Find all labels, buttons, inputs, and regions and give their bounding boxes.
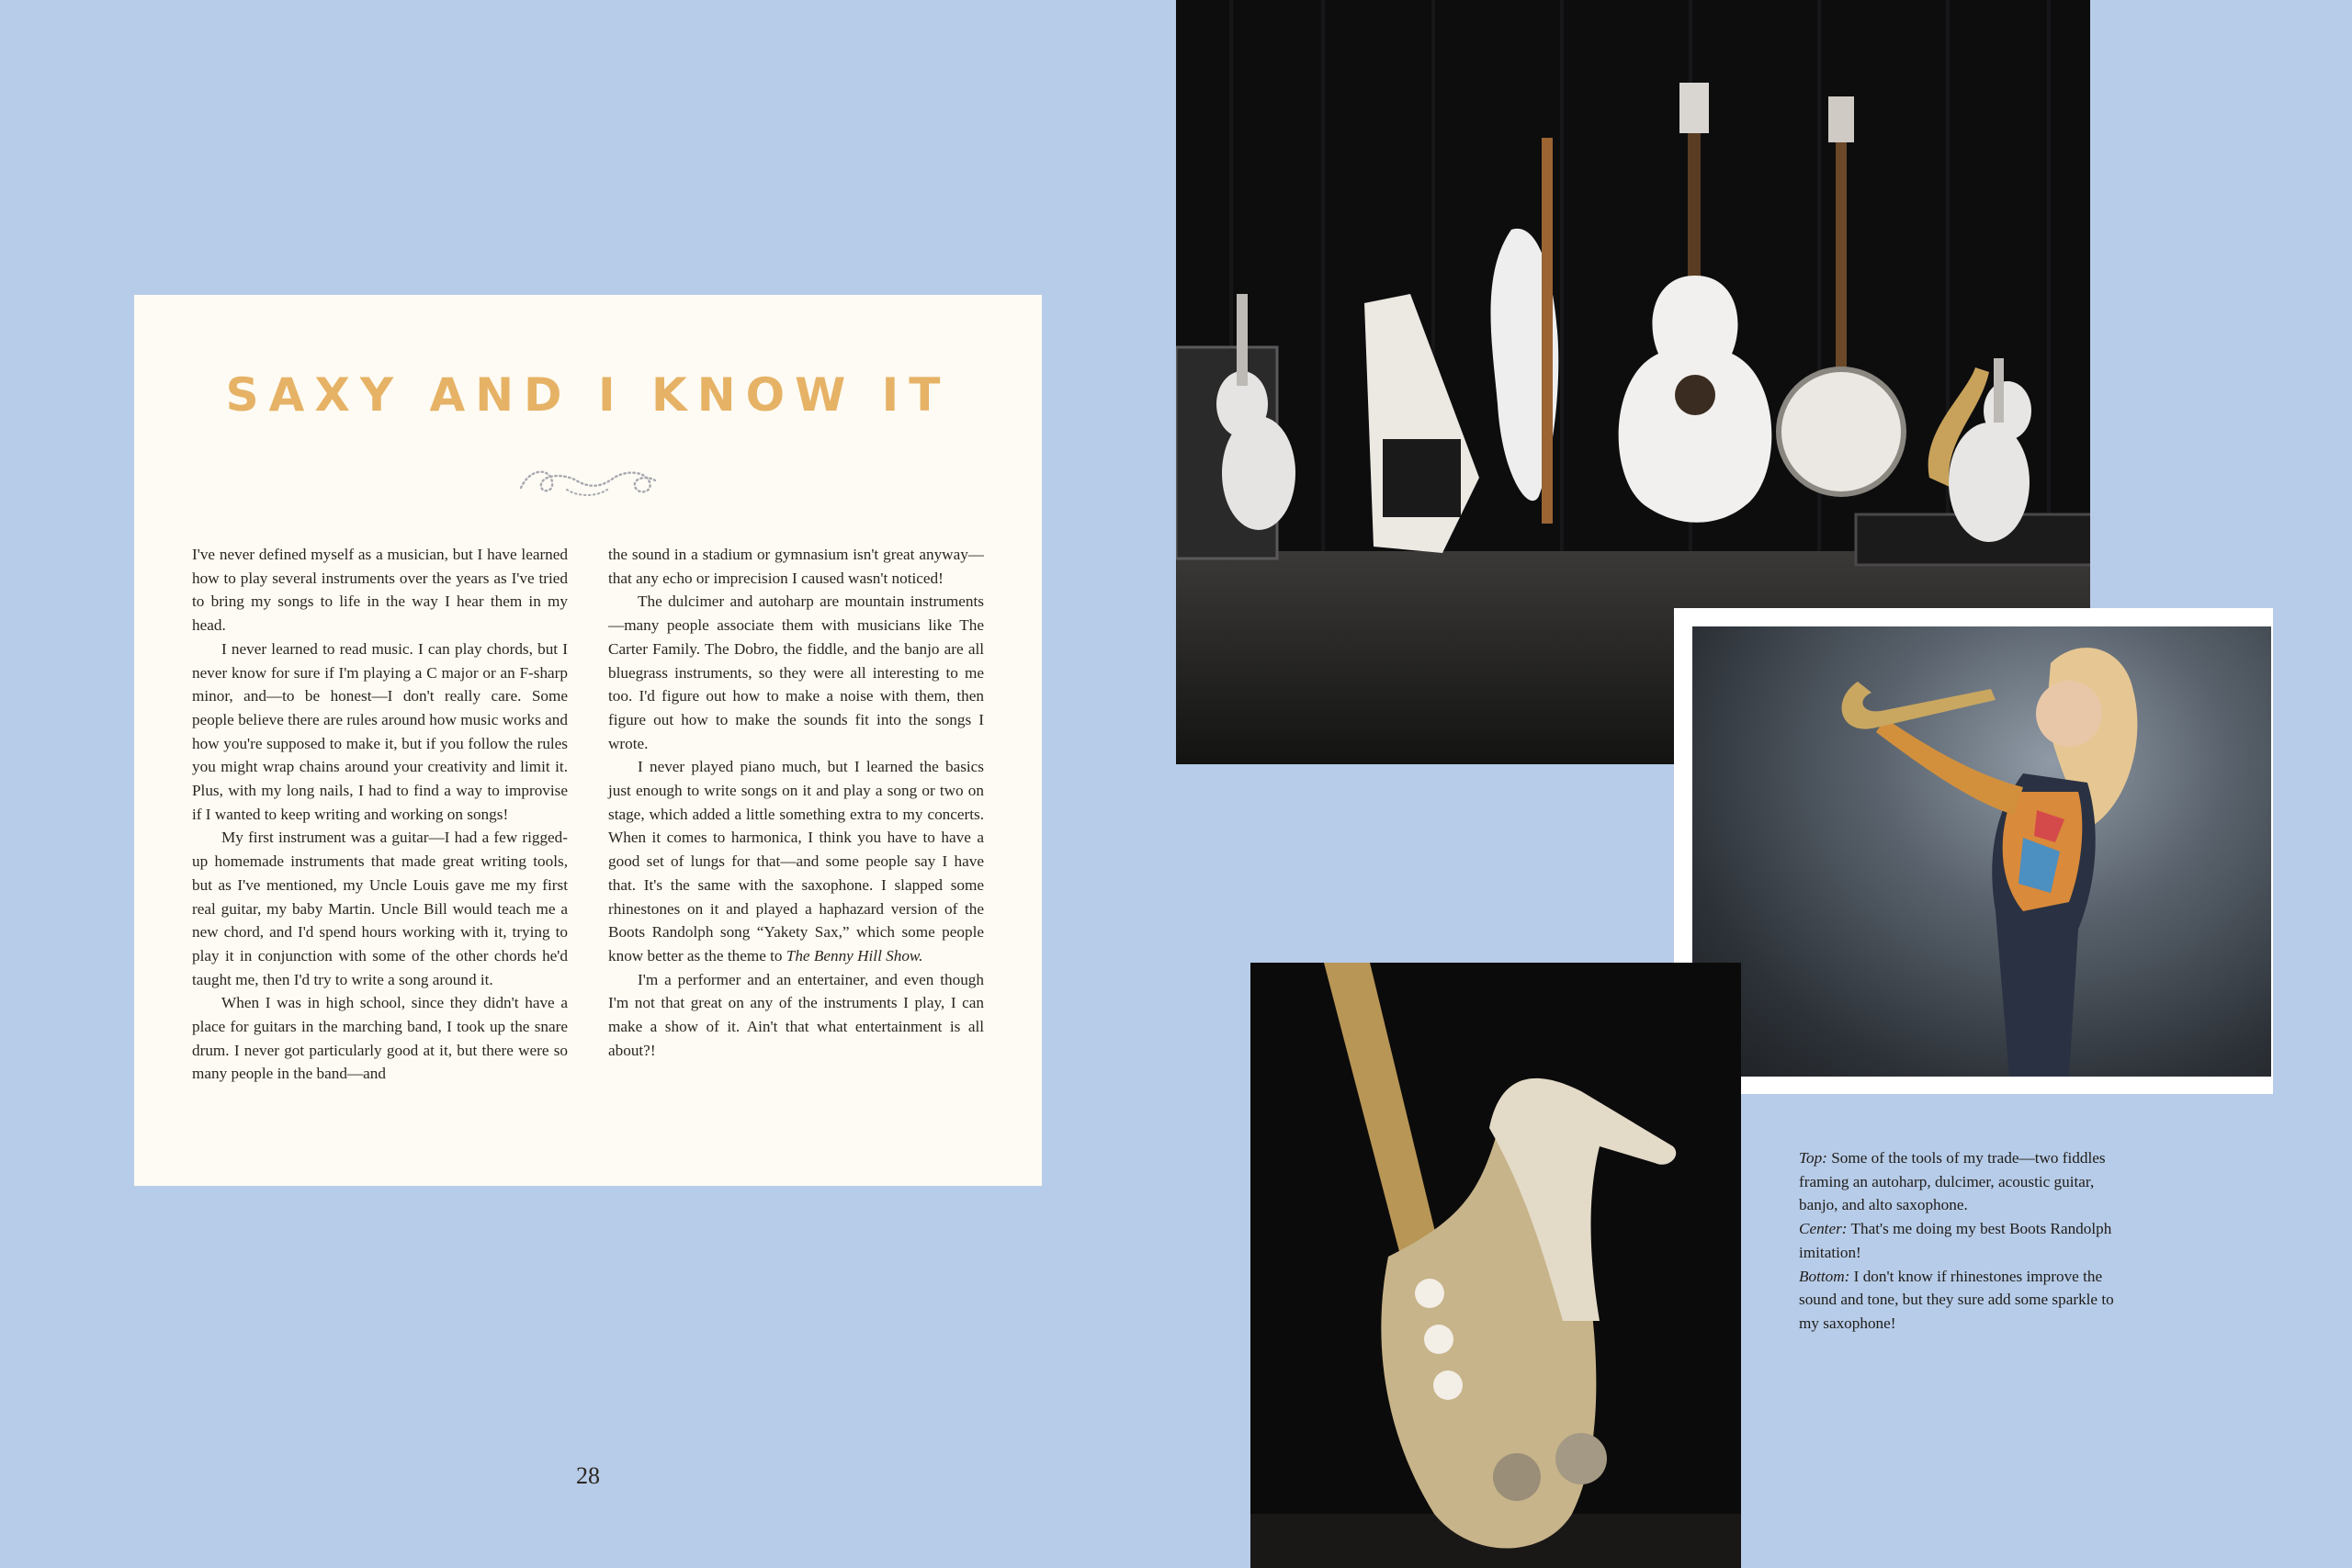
paragraph-text: I never played piano much, but I learned the basics just enough to write songs on it and play a song or two on stage, which added a little something extra to my concerts. When it comes to harmonica, I think you have to have a good set of lungs for that—and some people say I have that. It's the same with the saxophone. I slapped some rhinestones on it and played a haphazard version of the Boots Randolph song “Yakety Sax,” which some people know better as the theme to — [608, 758, 984, 964]
caption-label-center: Center: — [1799, 1220, 1848, 1238]
caption-text-top: Some of the tools of my trade—two fiddles framing an autoharp, dulcimer, acoustic guitar, banjo, and alto saxophone. — [1799, 1149, 2106, 1214]
article-right-column — [608, 543, 984, 1062]
caption-text-center: That's me doing my best Boots Randolph imitation! — [1799, 1220, 2112, 1261]
paragraph: I've never defined myself as a musician, but I have learned how to play several instruments over the years as I've tried to bring my songs to life in the way I hear them in my head. — [192, 546, 568, 635]
article-panel — [134, 295, 1042, 1186]
paragraph: When I was in high school, since they didn't have a place for guitars in the marching band, I took up the snare drum. I never got particularly good at it, but there were so many people in the band—and — [192, 994, 568, 1083]
article-left-column — [192, 543, 568, 1086]
paragraph: I'm a performer and an entertainer, and even though I'm not that great on any of the instruments I play, I can make a show of it. Ain't that what entertainment is all about?! — [608, 970, 984, 1059]
paragraph — [608, 755, 984, 967]
article-title: SAXY AND I KNOW IT — [225, 368, 951, 422]
saxophone-photo — [1250, 963, 1741, 1568]
flourish-ornament — [512, 460, 664, 502]
caption-label-top: Top: — [1799, 1149, 1827, 1167]
photo-caption — [1799, 1146, 2120, 1336]
paragraph: I never learned to read music. I can play chords, but I never know for sure if I'm playing a C major or an F-sharp minor, and—to be honest—I don't really care. Some people believe there are rules around how music works and how you're supposed to make it, but if you follow the rules you might wrap chains around your creativity and limit it. Plus, with my long nails, I had to find a way to improvise if I wanted to keep writing and working on songs! — [192, 639, 568, 823]
paragraph: My first instrument was a guitar—I had a few rigged-up homemade instruments that made great writing tools, but as I've mentioned, my Uncle Louis gave me my first real guitar, my baby Martin. Uncle Bill would teach me a new chord, and I'd spend hours working with it, trying to play it in conjunction with some of the other chords he'd taught me, then I'd try to write a song around it. — [192, 829, 568, 988]
performer-photo — [1692, 626, 2271, 1077]
caption-label-bottom: Bottom: — [1799, 1267, 1850, 1285]
show-title: The Benny Hill Show. — [786, 946, 923, 964]
page-number: 28 — [576, 1462, 600, 1489]
paragraph: The dulcimer and autoharp are mountain instruments—many people associate them with musicians like The Carter Family. The Dobro, the fiddle, and the banjo are all bluegrass instruments, so they were all interesting to me too. I'd figure out how to make a noise with them, then figure out how to make the sounds fit into the songs I wrote. — [608, 592, 984, 752]
paragraph: the sound in a stadium or gymnasium isn't great anyway—that any echo or imprecision I caused wasn't noticed! — [608, 546, 984, 587]
caption-text-bottom: I don't know if rhinestones improve the sound and tone, but they sure add some sparkle to my saxophone! — [1799, 1267, 2114, 1332]
performer-photo-frame — [1674, 608, 2273, 1094]
